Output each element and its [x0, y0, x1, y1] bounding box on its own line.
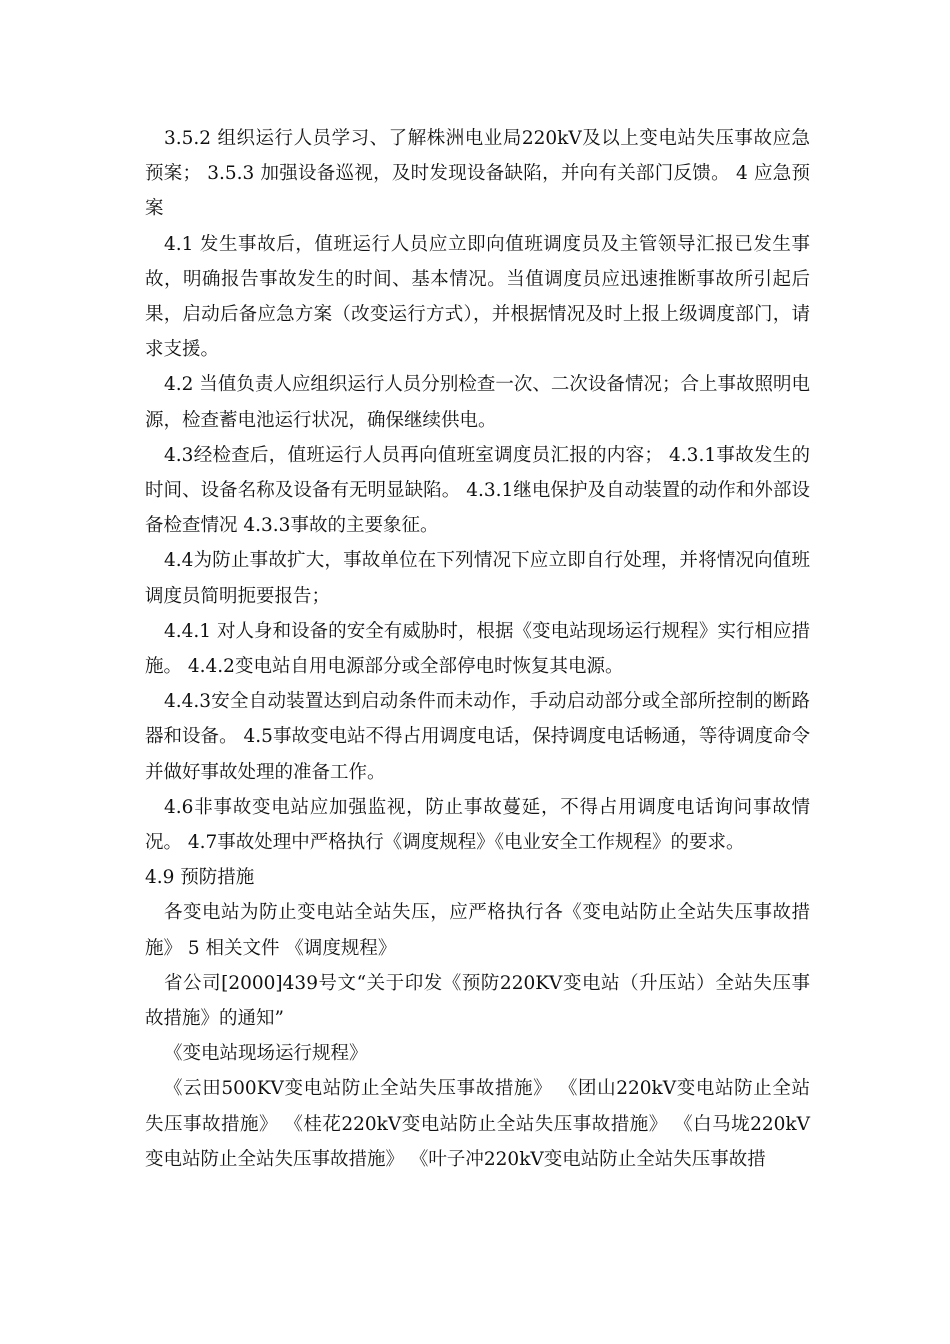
paragraph-site-rules: 《变电站现场运行规程》 — [164, 1043, 368, 1065]
paragraph-prevention: 各变电站为防止变电站全站失压，应严格执行各《变电站防止全站失压事故措施》 5 相关文件 《调度规程》 — [145, 902, 810, 959]
paragraph-4-3: 4.3经检查后，值班运行人员再向值班室调度员汇报的内容； 4.3.1事故发生的时间、设备名称及设备有无明显缺陷。 4.3.1继电保护及自动装置的动作和外部设备检查情况 4.3.3事故的主要象征。 — [145, 444, 810, 537]
paragraph-substation-measures: 《云田500KV变电站防止全站失压事故措施》 《团山220kV变电站防止全站失压事故措施》 《桂花220kV变电站防止全站失压事故措施》 《白马垅220kV变电站防止全站失压事故措施》 《叶子冲220kV变电站防止全站失压事故措 — [145, 1078, 810, 1170]
paragraph-4-2: 4.2 当值负责人应组织运行人员分别检查一次、二次设备情况；合上事故照明电源，检查蓄电池运行状况，确保继续供电。 — [145, 374, 810, 431]
paragraph-provincial-notice: 省公司[2000]439号文“关于印发《预防220KV变电站（升压站）全站失压事故措施》的通知” — [145, 972, 810, 1030]
paragraph-4-4: 4.4为防止事故扩大，事故单位在下列情况下应立即自行处理，并将情况向值班调度员简明扼要报告； — [145, 550, 810, 607]
paragraph-4-6: 4.6非事故变电站应加强监视，防止事故蔓延，不得占用调度电话询问事故情况。 4.7事故处理中严格执行《调度规程》《电业安全工作规程》的要求。 — [145, 796, 810, 854]
paragraph-4-4-1: 4.4.1 对人身和设备的安全有威胁时，根据《变电站现场运行规程》实行相应措施。 4.4.2变电站自用电源部分或全部停电时恢复其电源。 — [145, 620, 810, 678]
paragraph-4-9-heading: 4.9 预防措施 — [145, 867, 255, 889]
paragraph-3-5-2: 3.5.2 组织运行人员学习、了解株洲电业局220kV及以上变电站失压事故应急预案； 3.5.3 加强设备巡视，及时发现设备缺陷，并向有关部门反馈。 4 应急预案 — [145, 128, 810, 220]
document-body — [145, 121, 810, 1177]
paragraph-4-4-3: 4.4.3安全自动装置达到启动条件而未动作，手动启动部分或全部所控制的断路器和设备。 4.5事故变电站不得占用调度电话，保持调度电话畅通，等待调度命令并做好事故处理的准备工作。 — [145, 691, 810, 783]
paragraph-4-1: 4.1 发生事故后，值班运行人员应立即向值班调度员及主管领导汇报已发生事故，明确报告事故发生的时间、基本情况。当值调度员应迅速推断事故所引起后果，启动后备应急方案（改变运行方式），并根据情况及时上报上级调度部门，请求支援。 — [145, 233, 810, 361]
